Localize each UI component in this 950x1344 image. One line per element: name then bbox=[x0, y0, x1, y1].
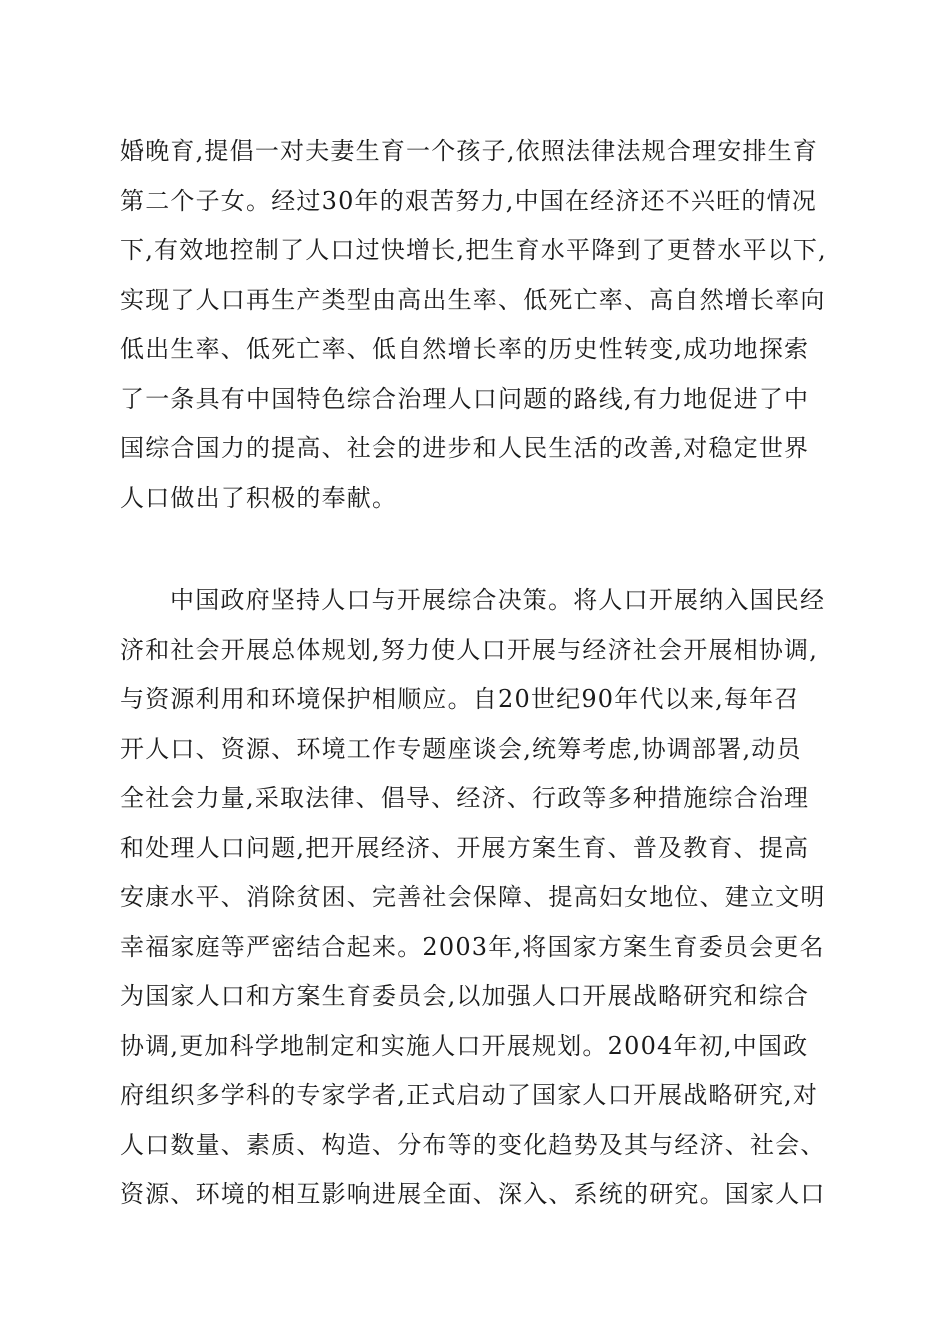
text-line: 府组织多学科的专家学者,正式启动了国家人口开展战略研究,对 bbox=[120, 1081, 819, 1109]
text-line: 低出生率、低死亡率、低自然增长率的历史性转变,成功地探索 bbox=[120, 335, 810, 363]
text-line: 国综合国力的提高、社会的进步和人民生活的改善,对稳定世界 bbox=[120, 434, 810, 462]
text-line: 开人口、资源、环境工作专题座谈会,统筹考虑,协调部署,动员 bbox=[120, 734, 802, 763]
paragraph-2 bbox=[118, 576, 838, 1220]
text-line: 与资源利用和环境保护相顺应。自20世纪90年代以来,每年召 bbox=[120, 685, 800, 713]
text-line: 第二个子女。经过30年的艰苦努力,中国在经济还不兴旺的情况 bbox=[120, 186, 817, 215]
text-line: 人口做出了积极的奉献。 bbox=[120, 483, 398, 512]
text-line: 协调,更加科学地制定和实施人口开展规划。2004年初,中国政 bbox=[120, 1031, 809, 1060]
text-line: 实现了人口再生产类型由高出生率、低死亡率、高自然增长率向 bbox=[120, 285, 826, 314]
text-line: 全社会力量,采取法律、倡导、经济、行政等多种措施综合治理 bbox=[120, 784, 810, 812]
text-line: 了一条具有中国特色综合治理人口问题的路线,有力地促进了中 bbox=[120, 384, 810, 413]
text-line: 和处理人口问题,把开展经济、开展方案生育、普及教育、提高 bbox=[120, 833, 810, 862]
text-line: 资源、环境的相互影响进展全面、深入、系统的研究。国家人口 bbox=[120, 1180, 826, 1208]
text-line: 中国政府坚持人口与开展综合决策。将人口开展纳入国民经 bbox=[170, 586, 826, 614]
text-line: 人口数量、素质、构造、分布等的变化趋势及其与经济、社会、 bbox=[120, 1130, 826, 1159]
text-line: 婚晚育,提倡一对夫妻生育一个孩子,依照法律法规合理安排生育 bbox=[120, 137, 819, 165]
paragraph-1 bbox=[118, 127, 838, 523]
text-line: 为国家人口和方案生育委员会,以加强人口开展战略研究和综合 bbox=[120, 982, 810, 1010]
text-line: 下,有效地控制了人口过快增长,把生育水平降到了更替水平以下, bbox=[120, 236, 827, 264]
text-line: 幸福家庭等严密结合起来。2003年,将国家方案生育委员会更名 bbox=[120, 932, 825, 961]
text-line: 安康水平、消除贫困、完善社会保障、提高妇女地位、建立文明 bbox=[120, 883, 826, 911]
text-line: 济和社会开展总体规划,努力使人口开展与经济社会开展相协调, bbox=[120, 635, 819, 664]
